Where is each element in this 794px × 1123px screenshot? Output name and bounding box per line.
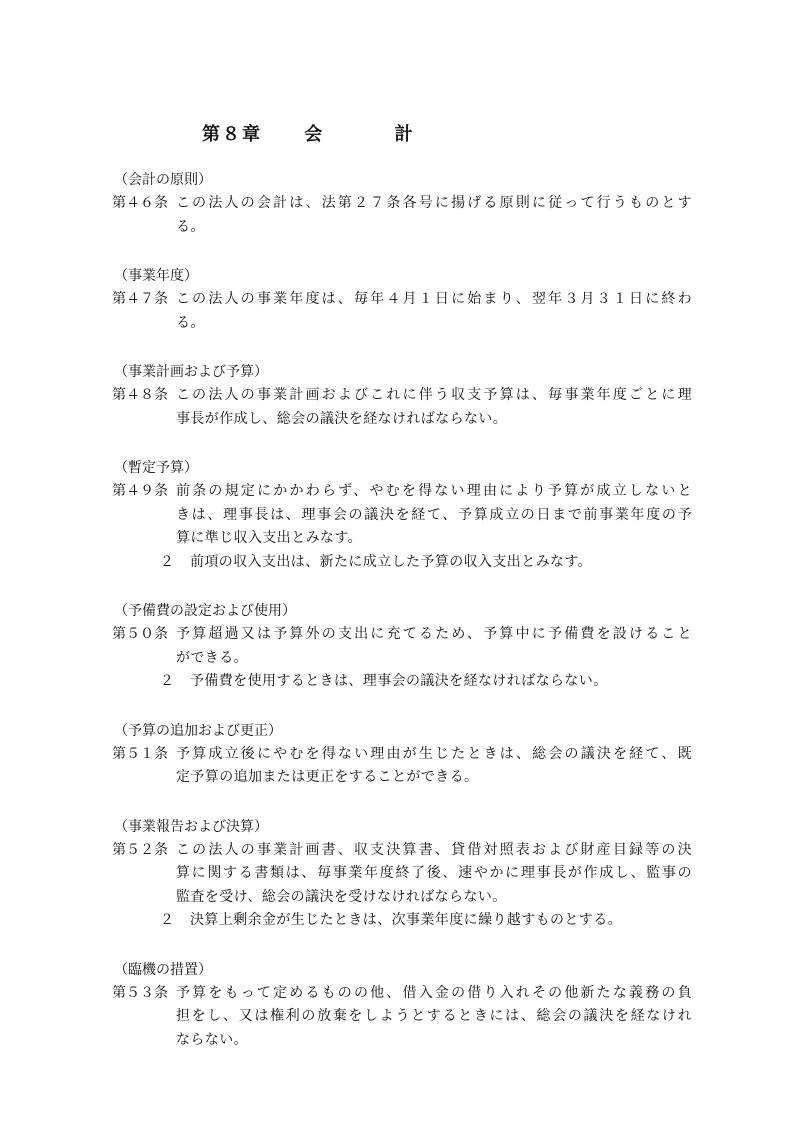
article-text-line: 監査を受け、総会の議決を受けなければならない。 xyxy=(176,888,507,905)
article-48 xyxy=(112,360,692,431)
document-body xyxy=(112,168,692,1077)
article-text-line: この法人の事業年度は、毎年４月１日に始まり、翌年３月３１日に終わ xyxy=(176,291,692,307)
article-heading: （臨機の措置） xyxy=(114,961,212,978)
article-text-line: 事長が作成し、総会の議決を経なければならない。 xyxy=(176,410,508,427)
article-text-line: この法人の事業計画書、収支決算書、貸借対照表および財産目録等の決 xyxy=(176,841,692,858)
article-50 xyxy=(112,599,692,694)
article-text-line: 算に準じ収入支出とみなす。 xyxy=(176,530,363,546)
article-label: 第５２条 xyxy=(112,841,168,858)
article-52 xyxy=(112,815,692,933)
paragraph-text: 決算上剰余金が生じたときは、次事業年度に繰り越すものとする。 xyxy=(190,912,622,928)
article-46 xyxy=(112,168,692,239)
article-label: 第４８条 xyxy=(112,387,168,403)
article-text-line: ができる。 xyxy=(176,649,248,666)
article-paragraph-2 xyxy=(160,909,692,933)
article-paragraph-2 xyxy=(160,551,692,575)
article-label: 第４９条 xyxy=(112,483,168,499)
article-text-line: る。 xyxy=(176,218,205,235)
article-text-line: 予算成立後にやむを得ない理由が生じたときは、総会の議決を経て、既 xyxy=(176,745,692,762)
article-text-line: この法人の会計は、法第２７条各号に揚げる原則に従って行うものとす xyxy=(176,195,692,211)
paragraph-text: 予備費を使用するときは、理事会の議決を経なければならない。 xyxy=(190,673,608,689)
article-text-line: 予算をもって定めるものの他、借入金の借り入れその他新たな義務の負 xyxy=(176,984,692,1001)
article-text-line: る。 xyxy=(176,314,205,331)
article-text-line: きは、理事長は、理事会の議決を経て、予算成立の日まで前事業年度の予 xyxy=(176,506,692,523)
article-text-line: 前条の規定にかかわらず、やむを得ない理由により予算が成立しないと xyxy=(176,483,692,499)
chapter-number: 第８章 xyxy=(202,124,262,145)
article-label: 第５１条 xyxy=(112,745,168,762)
paragraph-number: ２ xyxy=(160,912,175,928)
article-heading: （暫定予算） xyxy=(114,460,198,476)
article-label: 第５３条 xyxy=(112,984,168,1001)
article-49 xyxy=(112,456,692,574)
article-label: 第５０条 xyxy=(112,626,168,642)
article-53 xyxy=(112,958,692,1053)
article-label: 第４７条 xyxy=(112,291,168,307)
paragraph-number: ２ xyxy=(160,553,175,570)
article-text-line: 定予算の追加または更正をすることができる。 xyxy=(176,769,479,785)
article-text-line: 担をし、又は権利の放棄をしようとするときには、総会の議決を経なけれ xyxy=(176,1008,692,1024)
article-text-line: ならない。 xyxy=(176,1031,248,1048)
article-label: 第４６条 xyxy=(112,195,168,211)
chapter-title-char-1: 会 xyxy=(304,124,325,145)
article-51 xyxy=(112,719,692,790)
article-heading: （事業報告および決算） xyxy=(114,818,268,835)
article-text-line: 予算超過又は予算外の支出に充てるため、予算中に予備費を設けること xyxy=(176,626,692,642)
article-text-line: 算に関する書類は、毎事業年度終了後、速やかに理事長が作成し、監事の xyxy=(176,865,692,881)
article-heading: （会計の原則） xyxy=(114,172,212,188)
article-text-line: この法人の事業計画およびこれに伴う収支予算は、毎事業年度ごとに理 xyxy=(176,387,692,403)
article-heading: （予算の追加および更正） xyxy=(114,722,282,739)
paragraph-number: ２ xyxy=(160,673,175,689)
chapter-title xyxy=(202,120,415,146)
chapter-title-char-2: 計 xyxy=(394,124,415,145)
paragraph-text: 前項の収入支出は、新たに成立した予算の収入支出とみなす。 xyxy=(190,553,593,570)
article-47 xyxy=(112,264,692,335)
article-paragraph-2 xyxy=(160,670,692,694)
article-heading: （予備費の設定および使用） xyxy=(114,603,296,619)
article-heading: （事業年度） xyxy=(114,268,198,284)
article-heading: （事業計画および予算） xyxy=(114,364,268,380)
